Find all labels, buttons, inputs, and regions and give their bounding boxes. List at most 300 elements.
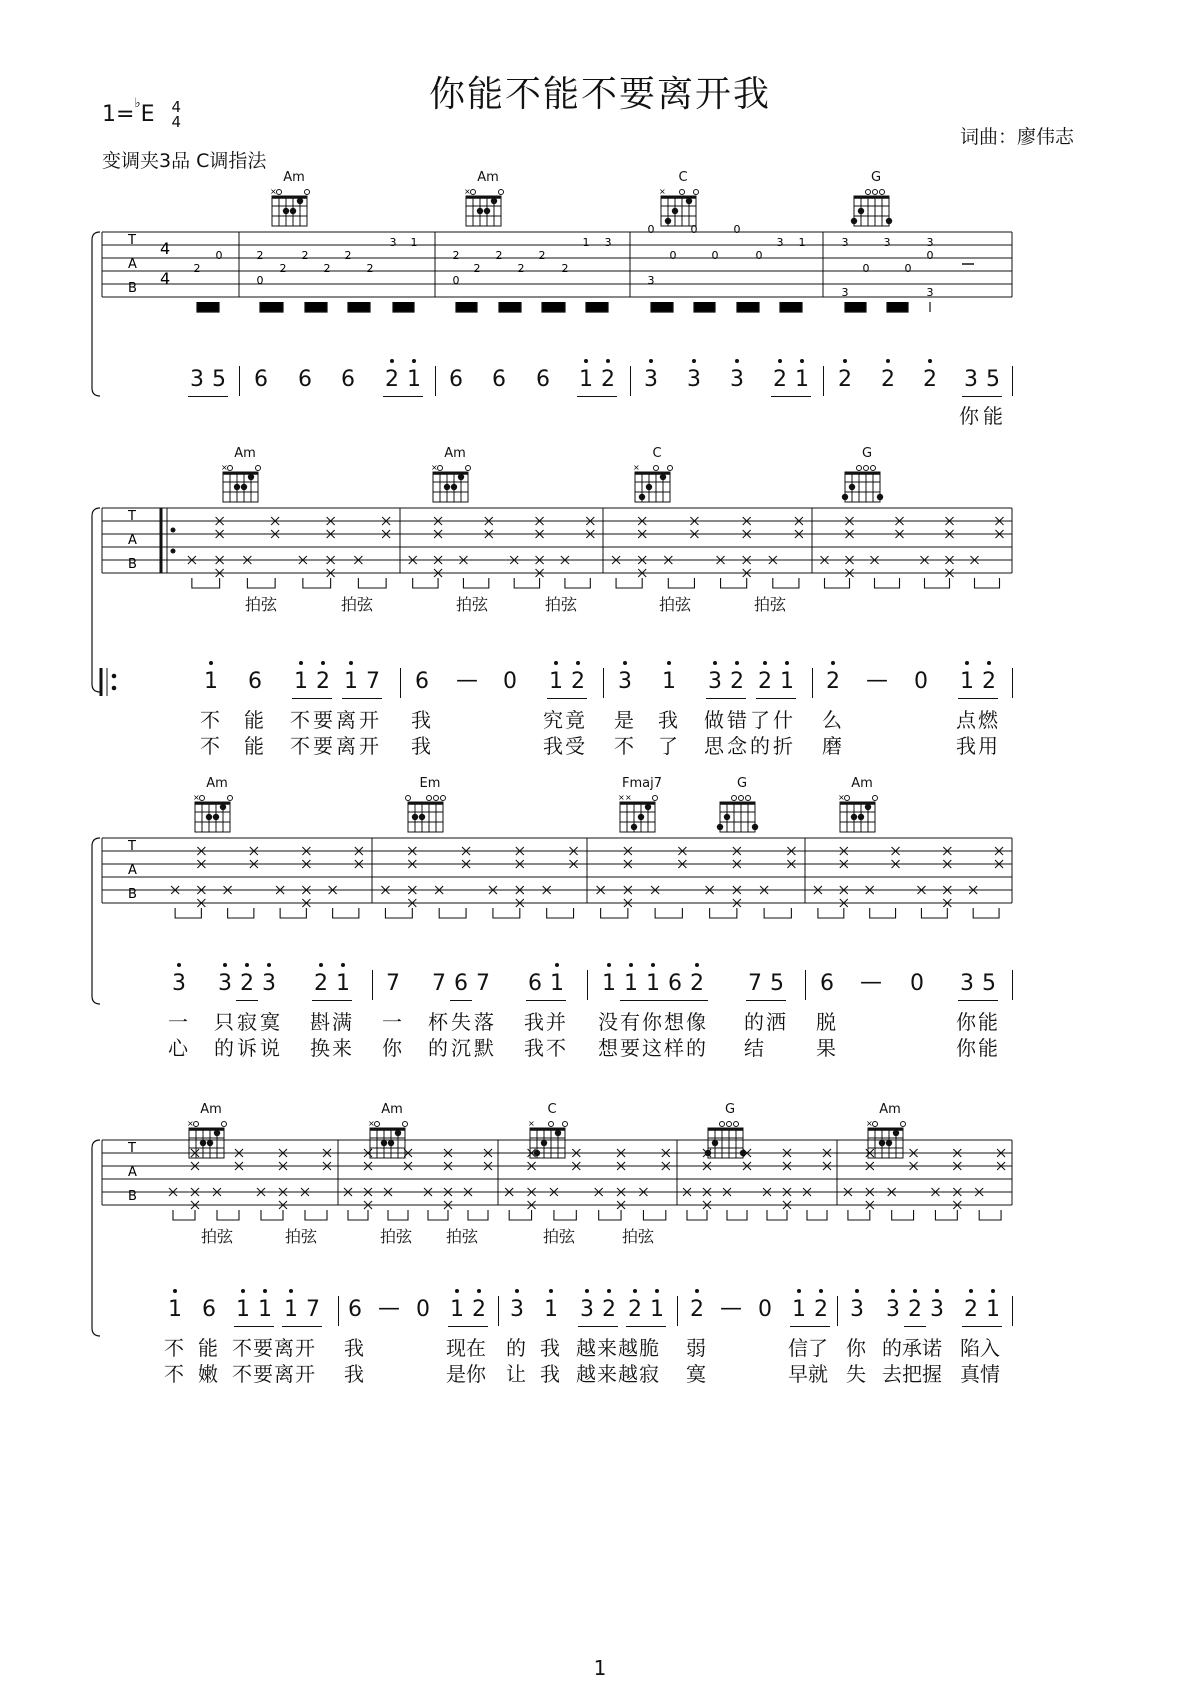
note: 2 [310,970,332,998]
chord-name: C [547,1102,557,1117]
note: 6 [341,367,355,392]
svg-text:3: 3 [776,236,784,249]
note: 1 [575,366,597,394]
svg-text:2: 2 [495,249,503,262]
chord-name: C [678,170,688,185]
underline [188,396,228,397]
capo-info: 变调夹3品 C调指法 [102,150,267,172]
svg-text:3: 3 [841,286,849,299]
note: 1 [620,970,642,998]
chord-name: C [652,446,662,461]
time-top: 4 [171,98,182,116]
lyric: 一 [168,1010,188,1034]
song-title: 你能不能不要离开我 [428,74,771,115]
dash: — [378,1296,400,1321]
lyric: 能 [244,734,264,758]
note: 3 [258,970,280,998]
lyric: 的诉说 [214,1036,283,1060]
note: 2 [686,970,708,998]
note: 3 [683,366,705,394]
note: 3 [846,1296,868,1324]
barline [338,1296,339,1326]
lyric: 只寂寞 [214,1010,283,1034]
slap-annotation: 拍弦 [285,1227,318,1246]
lyric: 结 [744,1036,766,1060]
slap-annotation: 拍弦 [543,1227,576,1246]
svg-text:B: B [128,1189,137,1204]
note: 1 [340,668,362,696]
note: 3 [882,1296,904,1324]
note: 6 [536,367,550,392]
svg-text:B: B [128,557,137,572]
tab-staff [0,440,1200,760]
slap-annotation: 拍弦 [659,595,692,614]
note: 3 [726,366,748,394]
lyric: 失 [846,1362,866,1386]
chord-name: Am [200,1102,222,1117]
lyric: 信了 [788,1336,828,1360]
lyric: 我 [540,1336,560,1360]
key-prefix: 1= [102,102,135,127]
note: 3 [614,668,636,696]
underline [282,1326,322,1327]
svg-text:A: A [128,533,137,548]
chord-name: Am [381,1102,403,1117]
system-1 [0,160,1200,430]
lyric: 不要离开 [290,708,382,732]
underline [962,396,1002,397]
svg-text:2: 2 [323,262,331,275]
note: 5 [986,367,1000,392]
system-2 [0,440,1200,760]
barline [1012,970,1013,1000]
chord-name: Am [879,1102,901,1117]
chord-name: Em [419,776,441,791]
svg-text:0: 0 [215,249,223,262]
lyric: 点燃 [956,708,1000,732]
lyric: 换来 [310,1036,354,1060]
note: 5 [770,971,784,996]
note: 1 [254,1296,276,1324]
note: 7 [366,669,380,694]
tab-letter-b: B [128,281,137,296]
svg-text:2: 2 [452,249,460,262]
note: 1 [646,1296,668,1324]
underline [620,1000,708,1001]
lyric: 早就 [788,1362,828,1386]
lyric: 我受 [543,734,587,758]
note: 1 [332,970,354,998]
underline [448,1326,488,1327]
barline [435,366,436,396]
note: 6 [348,1297,362,1322]
slap-annotation: 拍弦 [545,595,578,614]
note: 6 [415,669,429,694]
lyric: 不要离开 [232,1336,316,1360]
lyric: 杯失落 [428,1010,497,1034]
barline [1012,366,1013,396]
lyric: 不 [164,1336,184,1360]
system-4 [0,1096,1200,1416]
lyric: 你能 [956,1010,1000,1034]
barline [812,668,813,698]
lyric: 陷入 [960,1336,1000,1360]
note: 6 [202,1297,216,1322]
lyric: 不 [164,1362,184,1386]
slap-annotation: 拍弦 [201,1227,234,1246]
note: 2 [754,668,776,696]
underline [450,1000,472,1001]
note: 2 [877,366,899,394]
note: 3 [926,1296,948,1324]
system-3 [0,770,1200,1080]
note: 1 [232,1296,254,1324]
svg-text:3: 3 [841,236,849,249]
note: 3 [190,367,204,392]
lyric: 我并 [524,1010,568,1034]
flat-sign: ♭ [134,96,141,111]
underline [626,1326,666,1327]
dash: — [720,1296,742,1321]
note: 2 [978,668,1000,696]
slap-annotation: 拍弦 [446,1227,479,1246]
svg-text:0: 0 [733,223,741,236]
lyric: 做错了什 [704,708,796,732]
note: 7 [476,971,490,996]
chord-name: G [736,776,748,791]
note: 1 [280,1296,302,1324]
lyric: 没有你想像 [598,1010,708,1034]
lyric: 是你 [446,1362,486,1386]
note: 1 [290,668,312,696]
note: 2 [236,970,258,998]
svg-text:0: 0 [711,249,719,262]
svg-text:0: 0 [647,223,655,236]
underline [383,396,423,397]
svg-text:T: T [128,839,136,854]
note: 2 [624,1296,646,1324]
lyric: 真情 [960,1362,1000,1386]
chord-name: Am [234,446,256,461]
note: 3 [960,971,974,996]
lyric: 的承诺 [882,1336,942,1360]
svg-text:0: 0 [755,249,763,262]
barline [630,366,631,396]
svg-text:1: 1 [582,236,590,249]
note: 1 [446,1296,468,1324]
lyric: 不 [200,734,220,758]
note: 5 [212,367,226,392]
underline [526,1000,566,1001]
svg-text:0: 0 [452,274,460,287]
note: 6 [492,367,506,392]
barline [372,970,373,1000]
note: 7 [386,971,400,996]
svg-text:2: 2 [279,262,287,275]
svg-text:A: A [128,863,137,878]
lyric: 不要离开 [232,1362,316,1386]
underline [746,1000,786,1001]
jianpu-line [0,668,1200,708]
lyric: 我 [344,1362,364,1386]
svg-text:3: 3 [926,286,934,299]
dead-notes [188,517,1004,588]
lyric: 我 [411,734,431,758]
note: 6 [820,971,834,996]
note: 1 [791,366,813,394]
tab-letter-t: T [128,233,136,248]
svg-text:0: 0 [862,262,870,275]
lyric: 弱 [686,1336,706,1360]
lyric: 我 [540,1362,560,1386]
note: 7 [432,971,446,996]
svg-text:0: 0 [904,262,912,275]
lyric: 不 [614,734,634,758]
svg-text:2: 2 [561,262,569,275]
note: 2 [810,1296,832,1324]
lyric: 能 [198,1336,218,1360]
note: 1 [956,668,978,696]
svg-text:0: 0 [256,274,264,287]
svg-text:0: 0 [926,249,934,262]
lyric: 我 [411,708,431,732]
lyric: 磨 [822,734,842,758]
note: 0 [416,1297,430,1322]
note: 2 [598,1296,620,1324]
chord-name: Am [283,170,305,185]
note: 2 [960,1296,982,1324]
svg-text:2: 2 [473,262,481,275]
note: 1 [598,970,620,998]
note: 2 [597,366,619,394]
lyric: 现在 [446,1336,486,1360]
svg-text:2: 2 [538,249,546,262]
underline [236,1000,258,1001]
underline [292,698,332,699]
chord-name: G [724,1102,736,1117]
lyric: 能 [244,708,264,732]
slap-annotation: 拍弦 [456,595,489,614]
svg-text:3: 3 [604,236,612,249]
underline [312,1000,352,1001]
barline [677,1296,678,1326]
lyric: 的沉默 [428,1036,497,1060]
lyric: 我用 [956,734,1000,758]
svg-text:3: 3 [926,236,934,249]
underline [547,698,587,699]
underline [790,1326,830,1327]
svg-text:0: 0 [669,249,677,262]
underline [771,396,811,397]
underline [958,698,998,699]
lyric: 让 [506,1362,526,1386]
lyric: 究竟 [543,708,587,732]
underline [904,1326,926,1327]
note: 3 [640,366,662,394]
note: 2 [834,366,856,394]
slap-annotation: 拍弦 [622,1227,655,1246]
underline [962,1326,1002,1327]
lyric: 心 [168,1036,188,1060]
chord-name: Am [477,170,499,185]
lyric: 一 [382,1010,402,1034]
chord-name: Am [206,776,228,791]
svg-text:T: T [128,1141,136,1156]
tab-letter-a: A [128,257,137,272]
barline [239,366,240,396]
note: 3 [576,1296,598,1324]
lyric: 的 [506,1336,526,1360]
jianpu-line [0,366,1200,406]
note: 0 [758,1297,772,1322]
note: 6 [528,971,542,996]
svg-text:1: 1 [798,236,806,249]
tab-stems [197,302,930,312]
note: 1 [642,970,664,998]
lyric: 去把握 [882,1362,942,1386]
lyric: 你 [382,1036,402,1060]
time-signature [171,100,181,130]
chord-name: Fmaj7 [622,776,662,791]
svg-text:3: 3 [389,236,397,249]
note: 2 [769,366,791,394]
lyric: 能 [983,404,1003,428]
note: 1 [658,668,680,696]
svg-text:2: 2 [256,249,264,262]
note: 6 [668,971,682,996]
lyric: 斟满 [310,1010,354,1034]
note: 1 [200,668,222,696]
underline [342,698,382,699]
svg-text:3: 3 [647,274,655,287]
page-number: 1 [593,1656,607,1680]
lyric: 么 [822,708,842,732]
barline [823,366,824,396]
time-sig-tab-bottom: 4 [160,269,171,288]
note: 6 [248,669,262,694]
note: 5 [982,971,996,996]
lyric: 是 [614,708,634,732]
note: 1 [545,668,567,696]
note: 1 [546,970,568,998]
barline [837,1296,838,1326]
credit: 词曲：廖伟志 [960,126,1075,148]
slap-annotation: 拍弦 [754,595,787,614]
chord-name: G [870,170,882,185]
note: 2 [567,668,589,696]
dash: — [860,970,882,995]
note: 1 [540,1296,562,1324]
note: 1 [982,1296,1004,1324]
key-signature [102,96,182,131]
note: 3 [704,668,726,696]
lyric: 不要离开 [290,734,382,758]
time-bottom: 4 [171,113,182,131]
svg-text:1: 1 [410,236,418,249]
chord-name: Am [851,776,873,791]
note: 2 [686,1296,708,1324]
note: 1 [776,668,798,696]
lyric: 我 [344,1336,364,1360]
note: 3 [168,970,190,998]
slap-annotation: 拍弦 [380,1227,413,1246]
underline [706,698,746,699]
note: 2 [312,668,334,696]
key-note: E [140,102,155,127]
note: 0 [503,669,517,694]
jianpu-line [0,1296,1200,1336]
note: 0 [914,669,928,694]
lyric: 思念的折 [704,734,796,758]
time-sig-tab-top: 4 [160,239,171,258]
barline [805,970,806,1000]
underline [756,698,796,699]
lyric: 嫩 [198,1362,218,1386]
note: 6 [449,367,463,392]
svg-text:A: A [128,1165,137,1180]
note: 3 [214,970,236,998]
note: 2 [468,1296,490,1324]
note: 7 [306,1297,320,1322]
note: 6 [454,971,468,996]
jianpu-line [0,970,1200,1010]
lyric: 不 [200,708,220,732]
lyric: 的洒 [744,1010,788,1034]
slap-annotation: 拍弦 [245,595,278,614]
note: 2 [904,1296,926,1324]
note: 2 [726,668,748,696]
lyric: 越来越脆 [576,1336,660,1360]
barline [587,970,588,1000]
lyric: 你 [846,1336,866,1360]
note: 2 [381,366,403,394]
note: 7 [748,971,762,996]
note: 6 [298,367,312,392]
underline [578,1326,618,1327]
svg-text:2: 2 [344,249,352,262]
barline [400,668,401,698]
lyric: 我 [658,708,678,732]
note: 3 [506,1296,528,1324]
underline [958,1000,998,1001]
dash: — [456,668,478,693]
note: 3 [964,367,978,392]
lyric: 果 [816,1036,836,1060]
lyric: 我不 [524,1036,568,1060]
chord-name: G [861,446,873,461]
barline [1012,668,1013,698]
lyric: 脱 [816,1010,836,1034]
svg-text:2: 2 [366,262,374,275]
note: 2 [919,366,941,394]
note: 6 [254,367,268,392]
note: 0 [910,971,924,996]
lyric: 寞 [686,1362,706,1386]
svg-text:T: T [128,509,136,524]
dead-notes [169,1149,1005,1220]
note: 1 [403,366,425,394]
slap-annotation: 拍弦 [341,595,374,614]
underline [577,396,617,397]
svg-text:0: 0 [690,223,698,236]
svg-text:3: 3 [883,236,891,249]
svg-text:B: B [128,887,137,902]
note: 1 [788,1296,810,1324]
chord-name: Am [444,446,466,461]
barline [603,668,604,698]
lyric: 了 [658,734,678,758]
note: 1 [164,1296,186,1324]
